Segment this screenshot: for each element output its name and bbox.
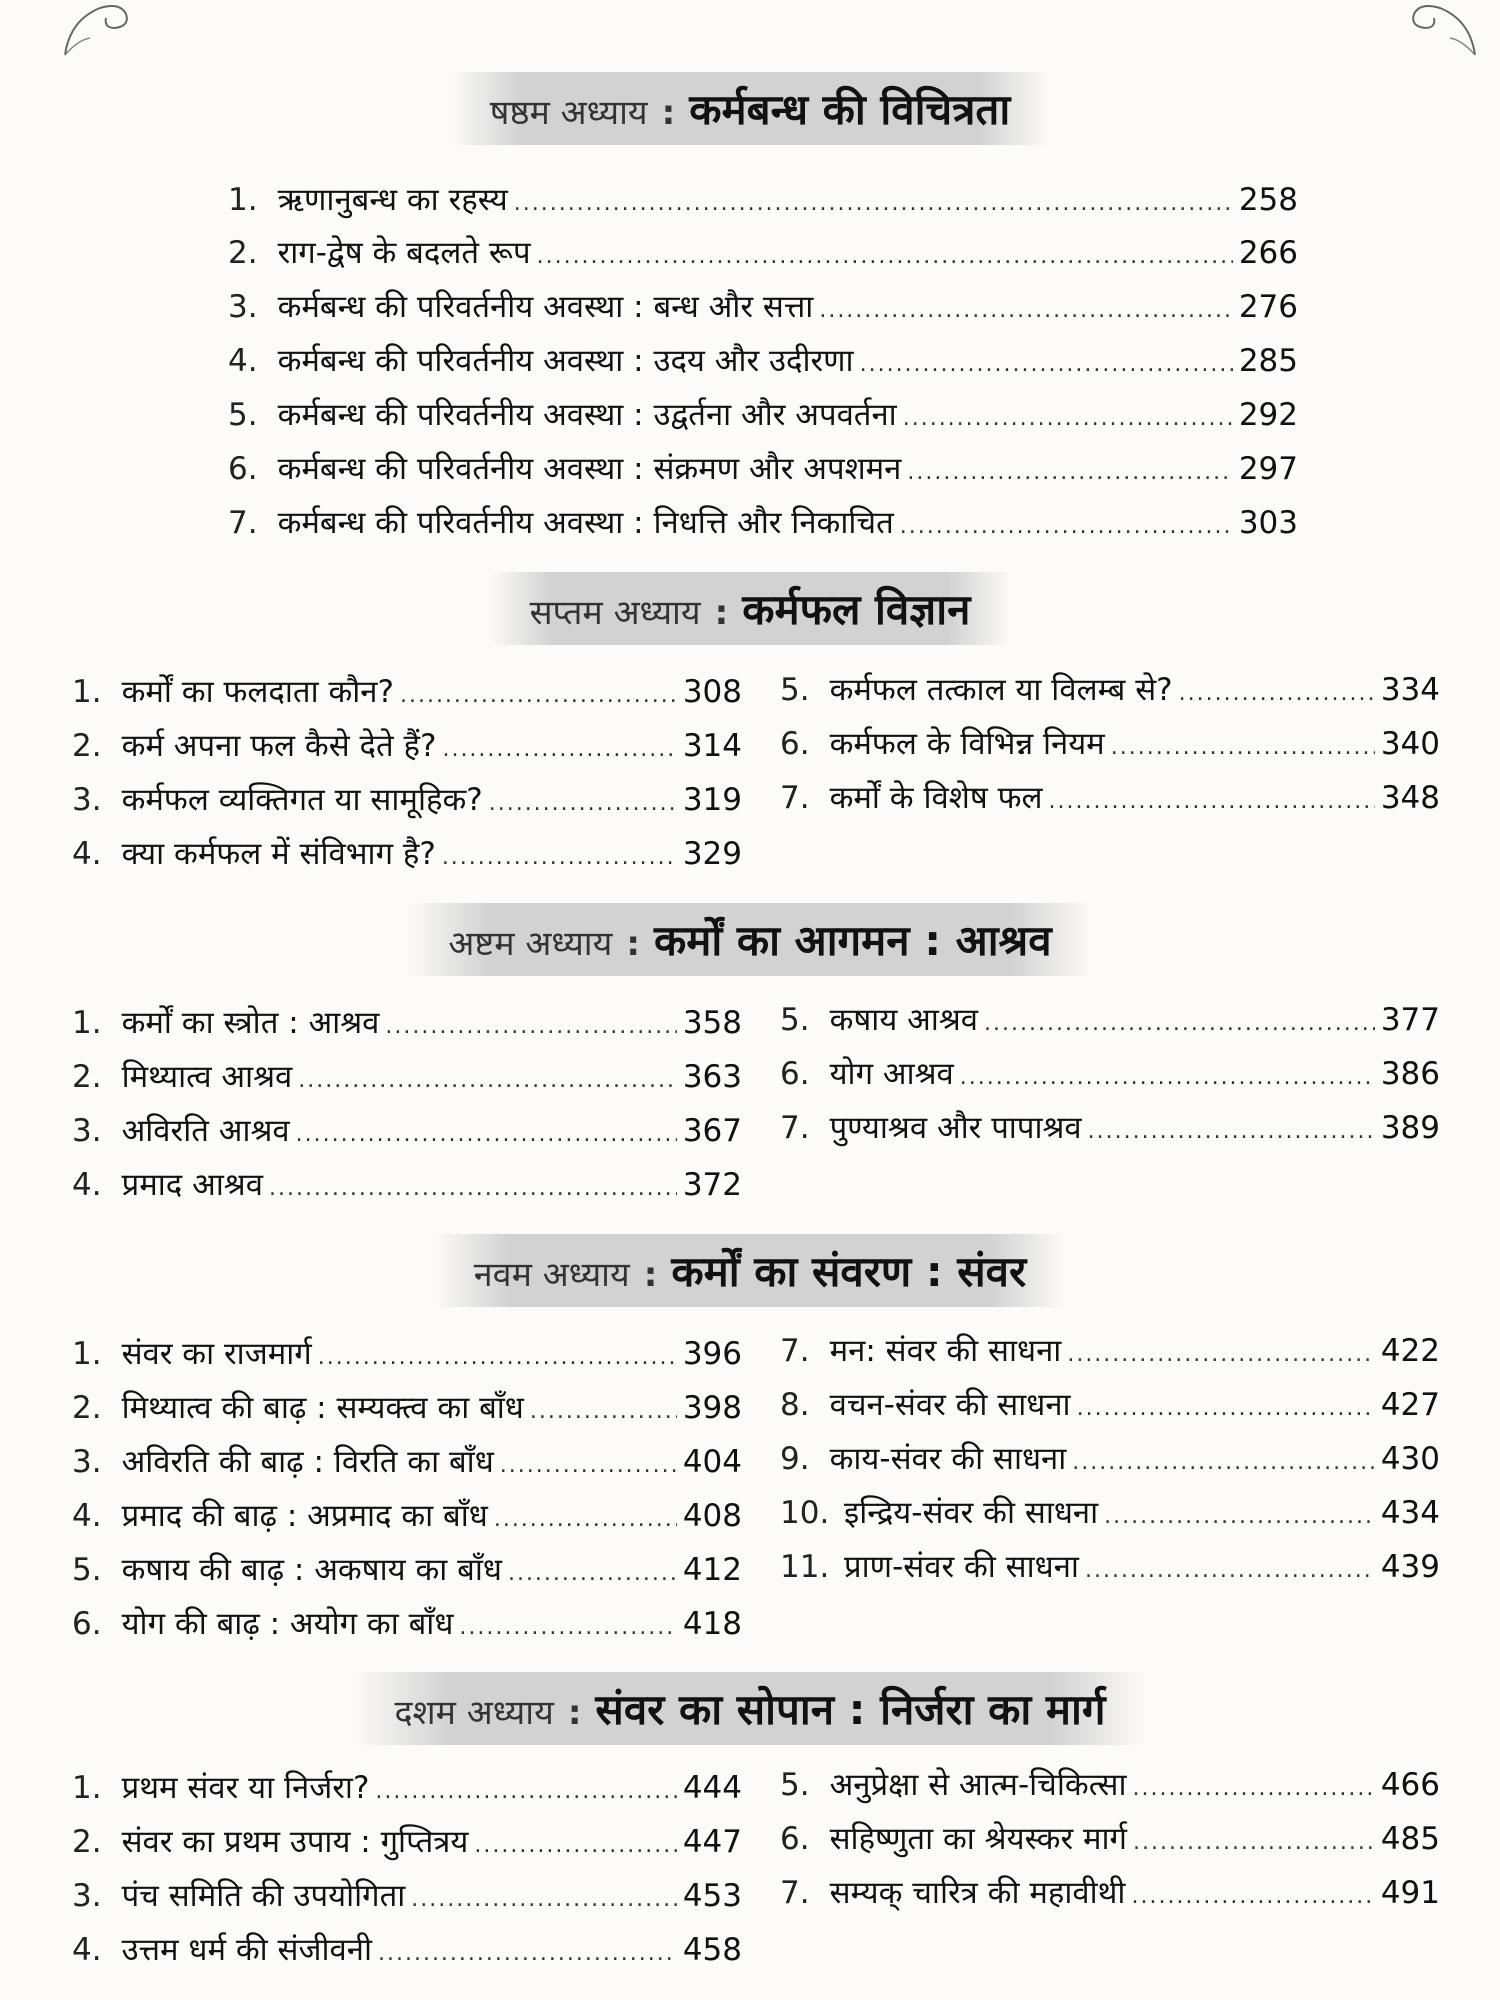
toc-entry[interactable]: [228, 282, 1298, 332]
chapter-heading: [450, 72, 1050, 145]
entry-page: 303: [1238, 505, 1298, 541]
chapter-label: अष्टम अध्याय: [448, 924, 613, 964]
entry-page: 412: [682, 1552, 742, 1588]
toc-entry[interactable]: [72, 829, 742, 879]
dot-leader: [1179, 669, 1375, 719]
dot-leader: [375, 1767, 676, 1817]
entry-title: कर्मों का स्त्रोत : आश्रव: [121, 1005, 380, 1041]
toc-entry[interactable]: [72, 667, 742, 717]
entry-page: 458: [682, 1932, 742, 1968]
heading-separator: :: [714, 593, 729, 633]
entry-page: 285: [1238, 343, 1298, 379]
entry-title: सहिष्णुता का श्रेयस्कर मार्ग: [829, 1821, 1128, 1857]
entry-title: संवर का राजमार्ग: [121, 1336, 312, 1372]
entry-title: कषाय आश्रव: [829, 1002, 979, 1038]
toc-entry[interactable]: [780, 773, 1440, 823]
dot-leader: [1088, 1107, 1375, 1157]
dot-leader: [907, 448, 1232, 498]
entry-page: 434: [1380, 1495, 1440, 1531]
entry-title: अनुप्रेक्षा से आत्म-चिकित्सा: [829, 1767, 1127, 1803]
toc-entry[interactable]: [72, 1106, 742, 1156]
dot-leader: [459, 1603, 676, 1653]
entry-number: 1.: [72, 1336, 102, 1372]
entry-title: संवर का प्रथम उपाय : गुप्तित्रय: [121, 1824, 469, 1860]
entry-title: सम्यक् चारित्र की महावीथी: [829, 1875, 1126, 1911]
entry-page: 408: [682, 1498, 742, 1534]
entry-page: 404: [682, 1444, 742, 1480]
dot-leader: [1049, 777, 1375, 827]
dot-leader: [489, 779, 677, 829]
chapter-name: कर्मों का संवरण : संवर: [671, 1247, 1027, 1296]
entry-number: 7.: [780, 1110, 810, 1146]
toc-entry[interactable]: [72, 721, 742, 771]
chapter-label: नवम अध्याय: [473, 1255, 630, 1295]
entry-number: 7.: [780, 780, 810, 816]
entry-number: 5.: [780, 1767, 810, 1803]
entry-title: अविरति आश्रव: [121, 1113, 290, 1149]
entry-page: 396: [682, 1336, 742, 1372]
chapter-label: सप्तम अध्याय: [529, 593, 701, 633]
entry-number: 2.: [72, 728, 102, 764]
dot-leader: [1072, 1438, 1375, 1488]
chapter-heading: [434, 1234, 1066, 1307]
entry-title: अविरति की बाढ़ : विरति का बाँध: [121, 1444, 494, 1480]
dot-leader: [1133, 1818, 1375, 1868]
dot-leader: [298, 1056, 677, 1106]
toc-entry[interactable]: [72, 1545, 742, 1595]
toc-entry[interactable]: [780, 1488, 1440, 1538]
entry-title: प्रमाद की बाढ़ : अप्रमाद का बाँध: [121, 1498, 488, 1534]
entry-number: 6.: [780, 726, 810, 762]
dot-leader: [537, 232, 1233, 282]
dot-leader: [411, 1875, 677, 1925]
corner-ornament-icon: [60, 0, 130, 60]
entry-title: योग की बाढ़ : अयोग का बाँध: [121, 1606, 454, 1642]
entry-number: 7.: [780, 1875, 810, 1911]
entry-page: 485: [1380, 1821, 1440, 1857]
entry-number: 2.: [72, 1824, 102, 1860]
toc-entry[interactable]: [780, 1326, 1440, 1376]
toc-entry[interactable]: [72, 1491, 742, 1541]
entry-number: 6.: [72, 1606, 102, 1642]
toc-entry[interactable]: [780, 1868, 1440, 1918]
entry-page: 319: [682, 782, 742, 818]
heading-separator: :: [567, 1693, 582, 1733]
dot-leader: [900, 502, 1233, 552]
dot-leader: [500, 1441, 677, 1491]
entry-page: 398: [682, 1390, 742, 1426]
dot-leader: [1111, 723, 1375, 773]
dot-leader: [378, 1929, 677, 1979]
entry-page: 444: [682, 1770, 742, 1806]
entry-number: 1.: [72, 1770, 102, 1806]
chapter-label: दशम अध्याय: [394, 1693, 554, 1733]
dot-leader: [1133, 1764, 1375, 1814]
chapter-name: कर्मफल विज्ञान: [742, 585, 971, 634]
entry-page: 363: [682, 1059, 742, 1095]
entry-title: कर्मबन्ध की परिवर्तनीय अवस्था : उद्वर्तना और अपवर्तना: [277, 397, 897, 433]
dot-leader: [903, 394, 1233, 444]
entry-page: 418: [682, 1606, 742, 1642]
corner-ornament-icon: [1410, 0, 1480, 60]
entry-title: मन: संवर की साधना: [829, 1333, 1062, 1369]
entry-number: 1.: [72, 1005, 102, 1041]
entry-number: 11.: [780, 1549, 830, 1585]
toc-entry[interactable]: [72, 1599, 742, 1649]
entry-page: 439: [1380, 1549, 1440, 1585]
chapter-name: संवर का सोपान : निर्जरा का मार्ग: [595, 1685, 1106, 1734]
dot-leader: [442, 725, 676, 775]
dot-leader: [1077, 1384, 1375, 1434]
entry-title: मिथ्यात्व की बाढ़ : सम्यक्त्व का बाँध: [121, 1390, 524, 1426]
entry-page: 297: [1238, 451, 1298, 487]
entry-page: 258: [1238, 182, 1298, 218]
chapter-heading: [490, 572, 1011, 645]
heading-separator: :: [661, 93, 676, 133]
dot-leader: [1085, 1546, 1375, 1596]
entry-number: 6.: [780, 1821, 810, 1857]
entry-number: 6.: [228, 451, 258, 487]
entry-page: 453: [682, 1878, 742, 1914]
toc-entry[interactable]: [228, 175, 1298, 225]
toc-entry[interactable]: [780, 1380, 1440, 1430]
dot-leader: [960, 1053, 1375, 1103]
entry-title: योग आश्रव: [829, 1056, 954, 1092]
entry-page: 427: [1380, 1387, 1440, 1423]
entry-number: 5.: [228, 397, 258, 433]
entry-page: 422: [1380, 1333, 1440, 1369]
entry-number: 3.: [72, 1878, 102, 1914]
entry-page: 276: [1238, 289, 1298, 325]
toc-entry[interactable]: [72, 1052, 742, 1102]
entry-number: 9.: [780, 1441, 810, 1477]
entry-title: क्या कर्मफल में संविभाग है?: [121, 836, 436, 872]
toc-entry[interactable]: [228, 228, 1298, 278]
entry-title: कर्मों के विशेष फल: [829, 780, 1043, 816]
toc-entry[interactable]: [228, 390, 1298, 440]
entry-page: 340: [1380, 726, 1440, 762]
dot-leader: [385, 1002, 676, 1052]
dot-leader: [984, 999, 1375, 1049]
entry-number: 3.: [228, 289, 258, 325]
entry-title: कर्मफल व्यक्तिगत या सामूहिक?: [121, 782, 483, 818]
entry-title: कर्मबन्ध की परिवर्तनीय अवस्था : संक्रमण और अपशमन: [277, 451, 902, 487]
dot-leader: [860, 340, 1233, 390]
entry-page: 358: [682, 1005, 742, 1041]
toc-entry[interactable]: [72, 1925, 742, 1975]
entry-page: 367: [682, 1113, 742, 1149]
entry-page: 308: [682, 674, 742, 710]
entry-number: 1.: [72, 674, 102, 710]
toc-entry[interactable]: [780, 1760, 1440, 1810]
entry-number: 3.: [72, 1444, 102, 1480]
entry-page: 491: [1380, 1875, 1440, 1911]
entry-title: कर्मबन्ध की परिवर्तनीय अवस्था : निधत्ति और निकाचित: [277, 505, 894, 541]
entry-title: उत्तम धर्म की संजीवनी: [121, 1932, 372, 1968]
chapter-name: कर्मों का आगमन : आश्रव: [653, 916, 1052, 965]
entry-number: 7.: [780, 1333, 810, 1369]
entry-page: 348: [1380, 780, 1440, 816]
toc-entry[interactable]: [72, 1817, 742, 1867]
entry-number: 3.: [72, 1113, 102, 1149]
entry-title: कर्मफल के विभिन्न नियम: [829, 726, 1105, 762]
heading-separator: :: [626, 924, 640, 964]
entry-number: 4.: [72, 1932, 102, 1968]
entry-page: 372: [682, 1167, 742, 1203]
dot-leader: [296, 1110, 677, 1160]
toc-entry[interactable]: [72, 1329, 742, 1379]
entry-number: 4.: [72, 1167, 102, 1203]
entry-number: 5.: [780, 1002, 810, 1038]
entry-title: कर्मफल तत्काल या विलम्ब से?: [829, 672, 1173, 708]
toc-entry[interactable]: [228, 498, 1298, 548]
dot-leader: [1104, 1492, 1375, 1542]
entry-number: 1.: [228, 182, 258, 218]
chapter-heading: [408, 903, 1091, 976]
chapter-label: षष्ठम अध्याय: [489, 93, 648, 133]
dot-leader: [819, 286, 1233, 336]
dot-leader: [1131, 1872, 1374, 1922]
entry-number: 8.: [780, 1387, 810, 1423]
toc-entry[interactable]: [780, 1542, 1440, 1592]
entry-page: 430: [1380, 1441, 1440, 1477]
heading-separator: :: [643, 1255, 658, 1295]
entry-title: ऋणानुबन्ध का रहस्य: [277, 182, 508, 218]
entry-number: 2.: [72, 1390, 102, 1426]
entry-page: 447: [682, 1824, 742, 1860]
toc-entry[interactable]: [780, 1434, 1440, 1484]
toc-entry[interactable]: [72, 1383, 742, 1433]
toc-entry[interactable]: [72, 775, 742, 825]
entry-page: 266: [1238, 235, 1298, 271]
dot-leader: [494, 1495, 677, 1545]
toc-entry[interactable]: [780, 1814, 1440, 1864]
entry-page: 466: [1380, 1767, 1440, 1803]
entry-title: कर्मबन्ध की परिवर्तनीय अवस्था : बन्ध और सत्ता: [277, 289, 814, 325]
entry-number: 5.: [72, 1552, 102, 1588]
dot-leader: [1067, 1330, 1375, 1380]
toc-entry[interactable]: [780, 719, 1440, 769]
chapter-heading: [354, 1672, 1145, 1745]
entry-number: 2.: [228, 235, 258, 271]
entry-number: 4.: [72, 836, 102, 872]
entry-title: कर्मबन्ध की परिवर्तनीय अवस्था : उदय और उदीरणा: [277, 343, 854, 379]
toc-entry[interactable]: [72, 1437, 742, 1487]
entry-title: काय-संवर की साधना: [829, 1441, 1067, 1477]
toc-entry[interactable]: [72, 1871, 742, 1921]
entry-title: राग-द्वेष के बदलते रूप: [277, 235, 531, 271]
entry-title: कषाय की बाढ़ : अकषाय का बाँध: [121, 1552, 502, 1588]
toc-entry[interactable]: [72, 998, 742, 1048]
dot-leader: [269, 1164, 677, 1214]
entry-number: 7.: [228, 505, 258, 541]
entry-number: 3.: [72, 782, 102, 818]
toc-entry[interactable]: [72, 1160, 742, 1210]
entry-page: 314: [682, 728, 742, 764]
dot-leader: [508, 1549, 677, 1599]
toc-entry[interactable]: [780, 665, 1440, 715]
entry-page: 329: [682, 836, 742, 872]
entry-page: 334: [1380, 672, 1440, 708]
entry-title: प्रथम संवर या निर्जरा?: [121, 1770, 370, 1806]
entry-title: कर्मों का फलदाता कौन?: [121, 674, 394, 710]
entry-number: 4.: [228, 343, 258, 379]
chapter-name: कर्मबन्ध की विचित्रता: [689, 85, 1011, 134]
toc-entry[interactable]: [780, 1103, 1440, 1153]
entry-title: प्रमाद आश्रव: [121, 1167, 263, 1203]
dot-leader: [400, 671, 677, 721]
entry-title: इन्द्रिय-संवर की साधना: [844, 1495, 1099, 1531]
entry-number: 4.: [72, 1498, 102, 1534]
toc-entry[interactable]: [72, 1763, 742, 1813]
entry-title: पंच समिति की उपयोगिता: [121, 1878, 406, 1914]
toc-entry[interactable]: [780, 995, 1440, 1045]
entry-page: 292: [1238, 397, 1298, 433]
toc-entry[interactable]: [228, 336, 1298, 386]
dot-leader: [514, 179, 1233, 229]
entry-page: 377: [1380, 1002, 1440, 1038]
entry-number: 5.: [780, 672, 810, 708]
dot-leader: [474, 1821, 676, 1871]
entry-title: प्राण-संवर की साधना: [844, 1549, 1079, 1585]
entry-number: 6.: [780, 1056, 810, 1092]
entry-title: मिथ्यात्व आश्रव: [121, 1059, 293, 1095]
entry-number: 2.: [72, 1059, 102, 1095]
toc-entry[interactable]: [780, 1049, 1440, 1099]
dot-leader: [442, 833, 677, 883]
entry-title: पुण्याश्रव और पापाश्रव: [829, 1110, 1082, 1146]
entry-page: 386: [1380, 1056, 1440, 1092]
entry-title: कर्म अपना फल कैसे देते हैं?: [121, 728, 437, 764]
entry-title: वचन-संवर की साधना: [829, 1387, 1071, 1423]
dot-leader: [530, 1387, 677, 1437]
dot-leader: [318, 1333, 677, 1383]
toc-entry[interactable]: [228, 444, 1298, 494]
entry-number: 10.: [780, 1495, 830, 1531]
entry-page: 389: [1380, 1110, 1440, 1146]
